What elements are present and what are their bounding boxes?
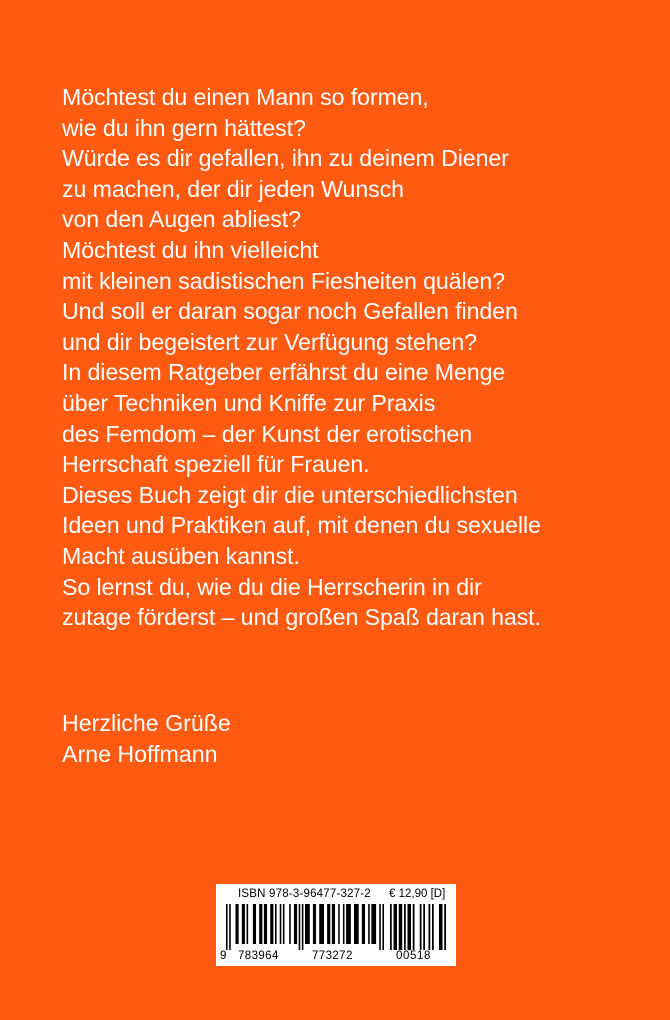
signature-author: Arne Hoffmann xyxy=(62,740,218,767)
barcode-bar xyxy=(399,904,403,950)
barcode-bar xyxy=(404,904,406,950)
price-label: € 12,90 [D] xyxy=(389,888,446,900)
barcode-bar xyxy=(242,904,245,944)
blurb-line: zutage förderst – und großen Spaß daran hast. xyxy=(62,604,541,631)
barcode-bar xyxy=(327,904,330,944)
barcode-bar xyxy=(338,904,340,944)
barcode-digit-first: 9 xyxy=(220,950,227,962)
barcode-bar xyxy=(439,904,443,950)
barcode-bar xyxy=(346,904,351,944)
barcode-bar xyxy=(319,904,324,944)
signature xyxy=(62,708,231,769)
barcode-bar xyxy=(432,904,434,950)
blurb-line: Ideen und Praktiken auf, mit denen du sexuelle xyxy=(62,512,541,539)
barcode-addon-digits: 00518 xyxy=(396,950,431,962)
barcode-bar xyxy=(394,904,398,950)
barcode-bar xyxy=(294,904,297,944)
ean5-addon-bars xyxy=(390,904,448,950)
barcode-bar xyxy=(289,904,291,944)
isbn-label: ISBN 978-3-96477-327-2 xyxy=(238,888,371,900)
barcode-bar xyxy=(275,904,277,944)
barcode-bar xyxy=(229,904,231,950)
barcode-bar xyxy=(390,904,392,950)
back-cover-blurb xyxy=(62,82,642,633)
isbn-barcode xyxy=(216,884,456,966)
blurb-line: Dieses Buch zeigt dir die unterschiedlichsten xyxy=(62,481,518,508)
barcode-bar xyxy=(362,904,365,944)
barcode-bar xyxy=(413,904,415,950)
blurb-line: Und soll er daran sogar noch Gefallen finden xyxy=(62,298,518,325)
barcode-bar xyxy=(302,904,304,950)
blurb-line: mit kleinen sadistischen Fiesheiten quälen? xyxy=(62,267,505,294)
blurb-line: über Techniken und Kniffe zur Praxis xyxy=(62,389,436,416)
blurb-line: Möchtest du einen Mann so formen, xyxy=(62,84,429,110)
blurb-line: Macht ausüben kannst. xyxy=(62,542,300,569)
barcode-digit-group1: 783964 xyxy=(238,950,279,962)
blurb-line: In diesem Ratgeber erfährst du eine Menge xyxy=(62,359,506,386)
barcode-bar xyxy=(226,904,228,950)
barcode-bar xyxy=(423,904,425,950)
barcode-bar xyxy=(313,904,316,944)
barcode-bar xyxy=(270,904,273,944)
blurb-line: wie du ihn gern hättest? xyxy=(62,114,306,141)
barcode-bar xyxy=(253,904,256,944)
blurb-line: des Femdom – der Kunst der erotischen xyxy=(62,420,473,447)
barcode-bar xyxy=(283,904,285,944)
barcode-bar xyxy=(332,904,335,944)
barcode-bar xyxy=(429,904,431,950)
barcode-bar xyxy=(420,904,422,950)
barcode-bar xyxy=(408,904,412,950)
blurb-line: Würde es dir gefallen, ihn zu deinem Diener xyxy=(62,145,509,172)
blurb-line: von den Augen abliest? xyxy=(62,206,301,233)
barcode-bar xyxy=(305,904,310,944)
barcode-bar xyxy=(235,904,238,944)
barcode-digit-group2: 773272 xyxy=(312,950,353,962)
barcode-bar xyxy=(382,904,384,950)
barcode-bar xyxy=(264,904,267,944)
barcode-bar xyxy=(247,904,249,944)
barcode-bar xyxy=(444,904,446,950)
barcode-bar xyxy=(371,904,376,944)
barcode-bar xyxy=(354,904,359,944)
barcode-bar xyxy=(343,904,345,944)
blurb-line: Herrschaft speziell für Frauen. xyxy=(62,451,370,478)
blurb-line: Möchtest du ihn vielleicht xyxy=(62,236,319,263)
blurb-line: und dir begeistert zur Verfügung stehen? xyxy=(62,328,477,355)
barcode-bar xyxy=(299,904,301,950)
barcode-bar xyxy=(280,904,282,944)
signature-greeting: Herzliche Grüße xyxy=(62,710,231,736)
barcode-bar xyxy=(368,904,370,944)
ean13-bars xyxy=(226,904,386,950)
barcode-bar xyxy=(259,904,262,944)
blurb-line: zu machen, der dir jeden Wunsch xyxy=(62,175,404,202)
blurb-line: So lernst du, wie du die Herrscherin in dir xyxy=(62,573,482,600)
barcode-bar xyxy=(379,904,381,950)
